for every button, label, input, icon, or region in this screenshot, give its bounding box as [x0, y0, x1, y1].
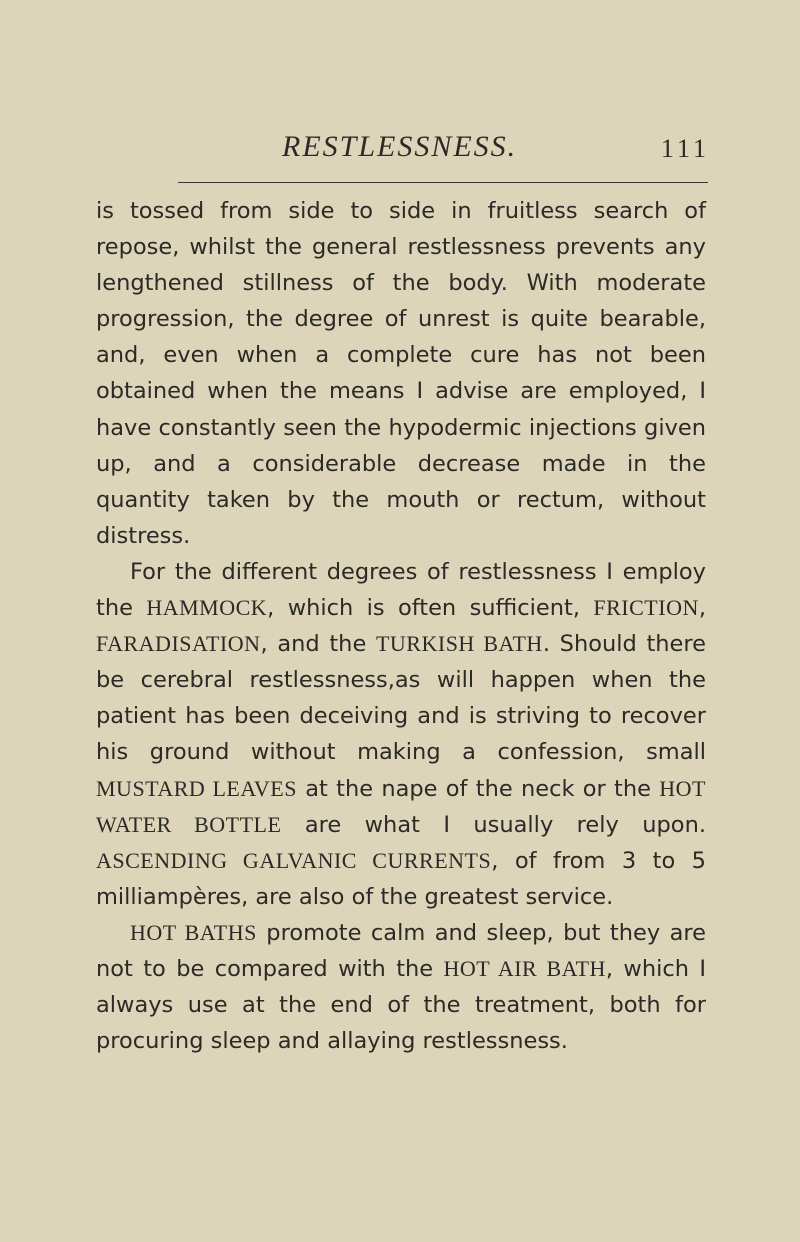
p2-text-4: , and the — [260, 631, 376, 658]
paragraph-1: is tossed from side to side in fruitless search of repose, whilst the general restlessness prevents any lengthened stillness of the body. With moderate progression, the degree of unrest is quite bearable, and, even when a complete cure has not been obtained when the means I advise are employed, I have constantly seen the hypodermic injections given up, and a considerable decrease made in the quantity taken by the mouth or rectum, without distress. — [96, 198, 706, 549]
p2-text-8: , of from 3 to 5 milliampères, are also of the greatest service. — [96, 847, 707, 910]
term-hot-baths: HOT BATHS — [130, 919, 257, 945]
running-head — [200, 124, 710, 164]
p2-text-7: are what I usually rely upon. — [281, 811, 706, 838]
p3-text-1: promote calm and sleep, but they are not to be compared with the — [96, 919, 706, 982]
running-title: RESTLESSNESS. — [282, 130, 518, 163]
p2-text-6: at the nape of the neck or the — [296, 775, 660, 802]
term-hot-air-bath: HOT AIR BATH — [443, 955, 606, 981]
term-hot-water-bottle: HOT WATER BOTTLE — [96, 775, 706, 837]
term-friction: FRICTION — [593, 595, 699, 621]
p3-text-2: , which I always use at the end of the treatment, both for procuring sleep and allaying restlessness. — [96, 955, 706, 1055]
p2-text-1: For the different degrees of restlessness I employ the — [96, 558, 706, 622]
term-mustard-leaves: MUSTARD LEAVES — [96, 775, 297, 801]
term-turkish-bath: TURKISH BATH — [375, 631, 543, 657]
paragraph-3 — [96, 915, 706, 1059]
p2-text-2: , which is often sufficient, — [267, 595, 594, 622]
body-text — [96, 193, 706, 1059]
term-faradisation: FARADISATION — [96, 631, 261, 657]
p2-text-5: . Should there be cerebral restlessness,as will happen when the patient has been deceiving and is striving to recover his ground without making a confession, small — [96, 631, 706, 766]
term-ascending-galvanic-currents: ASCENDING GALVANIC CURRENTS — [96, 847, 492, 873]
paragraph-2 — [96, 554, 706, 915]
term-hammock: HAMMOCK — [146, 595, 268, 621]
header-rule — [178, 182, 708, 183]
p2-text-3: , — [698, 595, 706, 622]
page-number: 111 — [660, 134, 710, 163]
